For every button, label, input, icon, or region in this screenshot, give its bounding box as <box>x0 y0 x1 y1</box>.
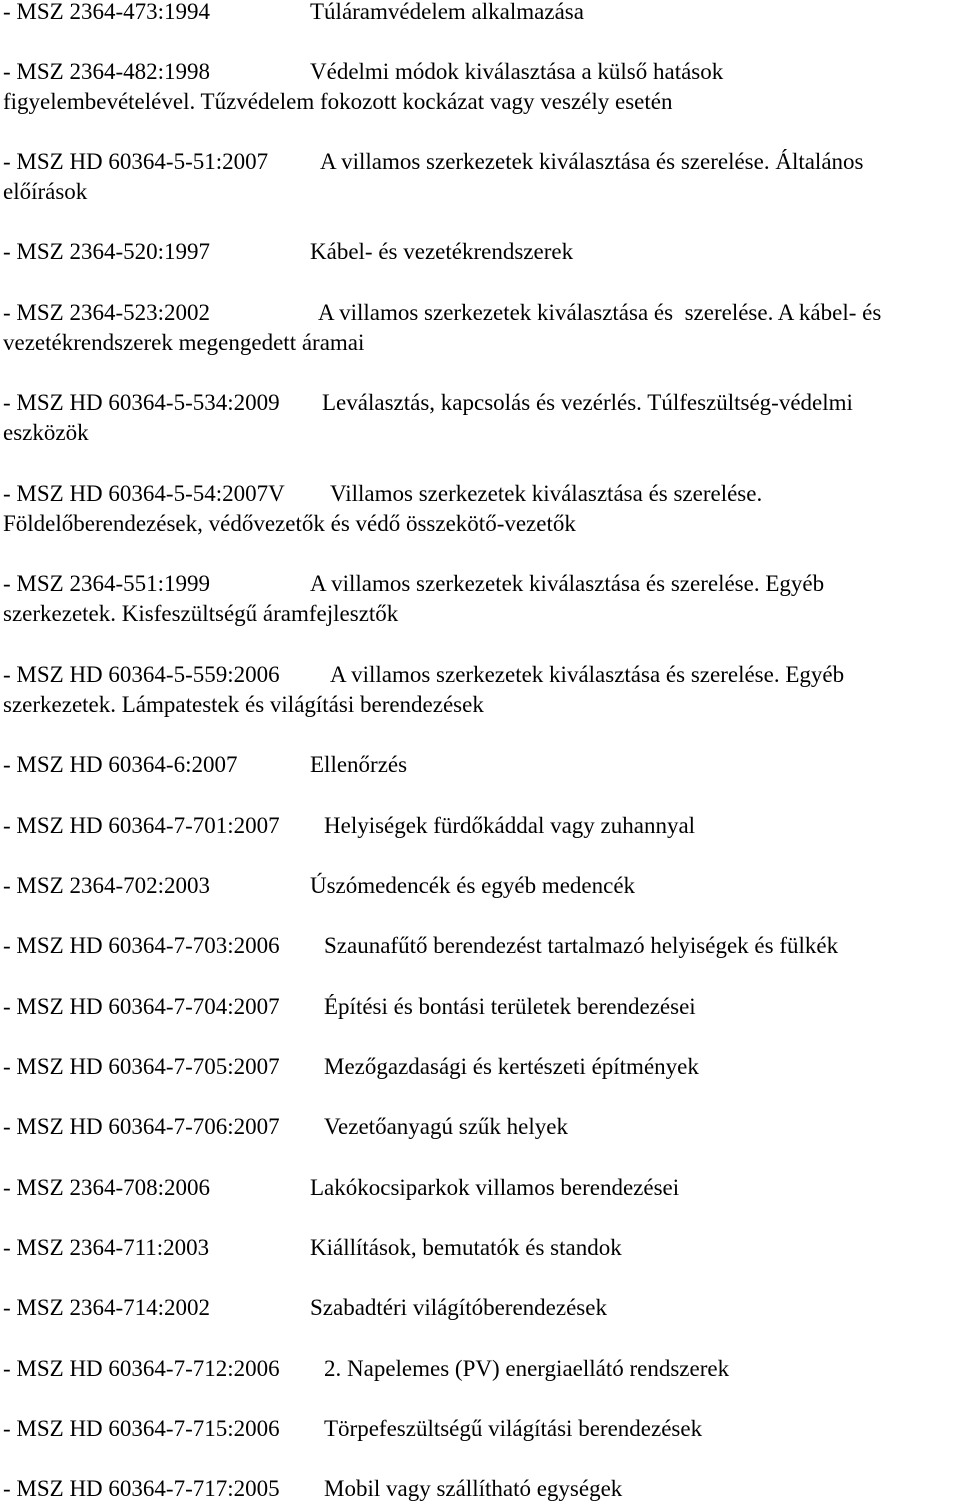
standard-code: - MSZ 2364-551:1999 <box>3 571 210 596</box>
standard-title: Mezőgazdasági és kertészeti építmények <box>324 1054 699 1079</box>
standard-code: - MSZ HD 60364-7-705:2007 <box>3 1054 280 1079</box>
standard-title: A villamos szerkezetek kiválasztása és szerelése. Egyéb <box>330 662 845 687</box>
standard-code: - MSZ HD 60364-7-717:2005 <box>3 1476 280 1501</box>
list-item <box>3 750 958 780</box>
standard-title-continuation: szerkezetek. Lámpatestek és világítási berendezések <box>3 692 484 717</box>
standard-title: Kábel- és vezetékrendszerek <box>310 239 574 264</box>
list-item <box>3 57 958 117</box>
standard-code: - MSZ HD 60364-7-701:2007 <box>3 813 280 838</box>
standard-title: Kiállítások, bemutatók és standok <box>310 1235 622 1260</box>
list-item <box>3 569 958 629</box>
standard-title: A villamos szerkezetek kiválasztása és szerelése. Általános <box>320 149 864 174</box>
standard-title: Építési és bontási területek berendezései <box>324 994 696 1019</box>
standard-code: - MSZ HD 60364-5-534:2009 <box>3 390 280 415</box>
standard-code: - MSZ HD 60364-5-54:2007V <box>3 481 285 506</box>
standard-code: - MSZ HD 60364-7-704:2007 <box>3 994 280 1019</box>
standard-title: Lakókocsiparkok villamos berendezései <box>310 1175 680 1200</box>
list-item <box>3 1474 958 1504</box>
standard-code: - MSZ HD 60364-7-715:2006 <box>3 1416 280 1441</box>
standard-title: Vezetőanyagú szűk helyek <box>324 1114 568 1139</box>
standard-code: - MSZ HD 60364-5-559:2006 <box>3 662 280 687</box>
standard-title: Túláramvédelem alkalmazása <box>310 0 584 24</box>
standard-title: A villamos szerkezetek kiválasztása és szerelése. A kábel- és <box>318 300 882 325</box>
standard-title: Védelmi módok kiválasztása a külső hatások <box>310 59 724 84</box>
list-item <box>3 1173 958 1203</box>
standard-code: - MSZ HD 60364-7-703:2006 <box>3 933 280 958</box>
list-item <box>3 0 958 27</box>
standard-code: - MSZ HD 60364-5-51:2007 <box>3 149 269 174</box>
standard-title: Helyiségek fürdőkáddal vagy zuhannyal <box>324 813 696 838</box>
standard-title-continuation: figyelembevételével. Tűzvédelem fokozott kockázat vagy veszély esetén <box>3 89 673 114</box>
list-item <box>3 1233 958 1263</box>
list-item <box>3 660 958 720</box>
list-item <box>3 931 958 961</box>
standard-title: Szaunafűtő berendezést tartalmazó helyiségek és fülkék <box>324 933 839 958</box>
standard-title: A villamos szerkezetek kiválasztása és szerelése. Egyéb <box>310 571 825 596</box>
list-item <box>3 237 958 267</box>
standard-code: - MSZ 2364-482:1998 <box>3 59 210 84</box>
standard-code: - MSZ 2364-714:2002 <box>3 1295 210 1320</box>
list-item <box>3 1354 958 1384</box>
standard-title: Villamos szerkezetek kiválasztása és szerelése. <box>330 481 763 506</box>
standard-title: Mobil vagy szállítható egységek <box>324 1476 623 1501</box>
standard-title-continuation: eszközök <box>3 420 89 445</box>
standard-title-continuation: előírások <box>3 179 88 204</box>
standard-code: - MSZ 2364-708:2006 <box>3 1175 210 1200</box>
list-item <box>3 1293 958 1323</box>
list-item <box>3 147 958 207</box>
standard-title: Leválasztás, kapcsolás és vezérlés. Túlfeszültség-védelmi <box>322 390 853 415</box>
list-item <box>3 992 958 1022</box>
standard-title-continuation: vezetékrendszerek megengedett áramai <box>3 330 365 355</box>
standard-code: - MSZ 2364-520:1997 <box>3 239 210 264</box>
list-item <box>3 871 958 901</box>
list-item <box>3 298 958 358</box>
standard-title: 2. Napelemes (PV) energiaellátó rendszerek <box>324 1356 730 1381</box>
standard-code: - MSZ 2364-702:2003 <box>3 873 210 898</box>
standard-title: Szabadtéri világítóberendezések <box>310 1295 607 1320</box>
standard-code: - MSZ 2364-473:1994 <box>3 0 210 24</box>
standard-title: Ellenőrzés <box>310 752 408 777</box>
standard-title-continuation: szerkezetek. Kisfeszültségű áramfejlesztők <box>3 601 399 626</box>
standard-title: Úszómedencék és egyéb medencék <box>310 873 636 898</box>
standard-code: - MSZ HD 60364-7-706:2007 <box>3 1114 280 1139</box>
standard-code: - MSZ HD 60364-6:2007 <box>3 752 238 777</box>
standard-code: - MSZ 2364-711:2003 <box>3 1235 210 1260</box>
standard-code: - MSZ 2364-523:2002 <box>3 300 210 325</box>
list-item <box>3 1052 958 1082</box>
standard-code: - MSZ HD 60364-7-712:2006 <box>3 1356 280 1381</box>
standard-title-continuation: Földelőberendezések, védővezetők és védő összekötő-vezetők <box>3 511 576 536</box>
list-item <box>3 1112 958 1142</box>
standard-title: Törpefeszültségű világítási berendezések <box>324 1416 703 1441</box>
list-item <box>3 1414 958 1444</box>
list-item <box>3 479 958 539</box>
list-item <box>3 388 958 448</box>
list-item <box>3 811 958 841</box>
